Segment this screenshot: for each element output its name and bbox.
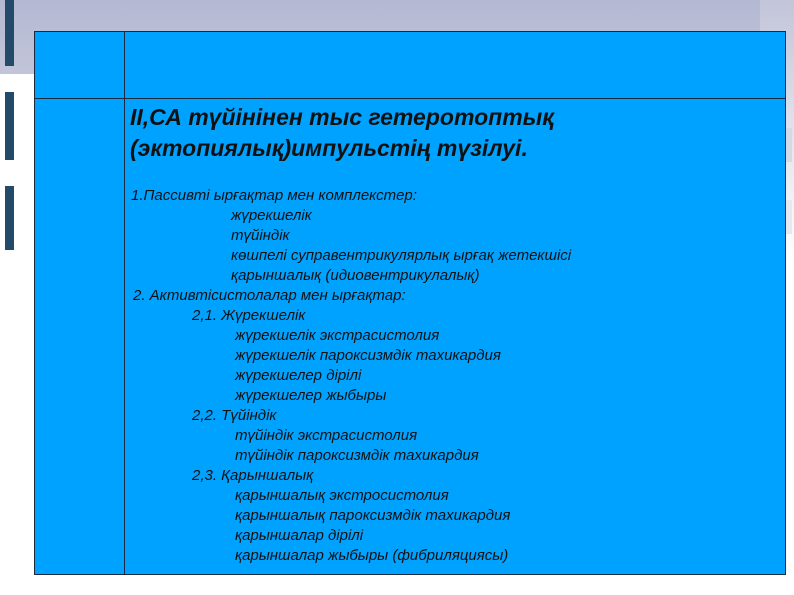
list-item: түйіндік пароксизмдік тахикардия	[235, 447, 479, 464]
list-item: жүрекшелер жыбыры	[235, 387, 387, 404]
list-item: қарыншалық (идиовентрикулалық)	[231, 267, 480, 284]
list-item: қарыншалар дірілі	[235, 527, 364, 544]
list-item: 2,1. Жүрекшелік	[192, 307, 306, 324]
left-accent-bar	[5, 92, 14, 160]
list-item: жүрекшелер дірілі	[235, 367, 362, 384]
list-item: қарыншалық экстросистолия	[235, 487, 449, 504]
list-item: қарыншалық пароксизмдік тахикардия	[235, 507, 511, 524]
table-row-divider	[34, 98, 786, 99]
list-item: көшпелі суправентрикулярлық ырғақ жетекшісі	[231, 247, 572, 264]
list-item: түйіндік экстрасистолия	[235, 427, 418, 444]
title-line-1: II,СА түйінінен тыс гетеротоптық	[130, 104, 554, 130]
list-item: 2,2. Түйіндік	[192, 407, 277, 424]
slide-title	[130, 102, 770, 164]
left-accent-bar	[5, 186, 14, 250]
list-item: 2. Активтісистолалар мен ырғақтар:	[133, 287, 406, 304]
list-item: жүрекшелік	[231, 207, 312, 224]
list-item: қарыншалар жыбыры (фибриляциясы)	[235, 547, 509, 564]
title-line-2: (эктопиялық)импульстің түзілуі.	[130, 135, 528, 161]
list-item: түйіндік	[231, 227, 290, 244]
list-item: 1.Пассивті ырғақтар мен комплекстер:	[131, 187, 417, 204]
list-item: 2,3. Қарыншалық	[192, 467, 314, 484]
table-column-divider	[124, 31, 125, 575]
list-item: жүрекшелік экстрасистолия	[235, 327, 440, 344]
list-item: жүрекшелік пароксизмдік тахикардия	[235, 347, 501, 364]
left-accent-bar	[5, 0, 14, 66]
